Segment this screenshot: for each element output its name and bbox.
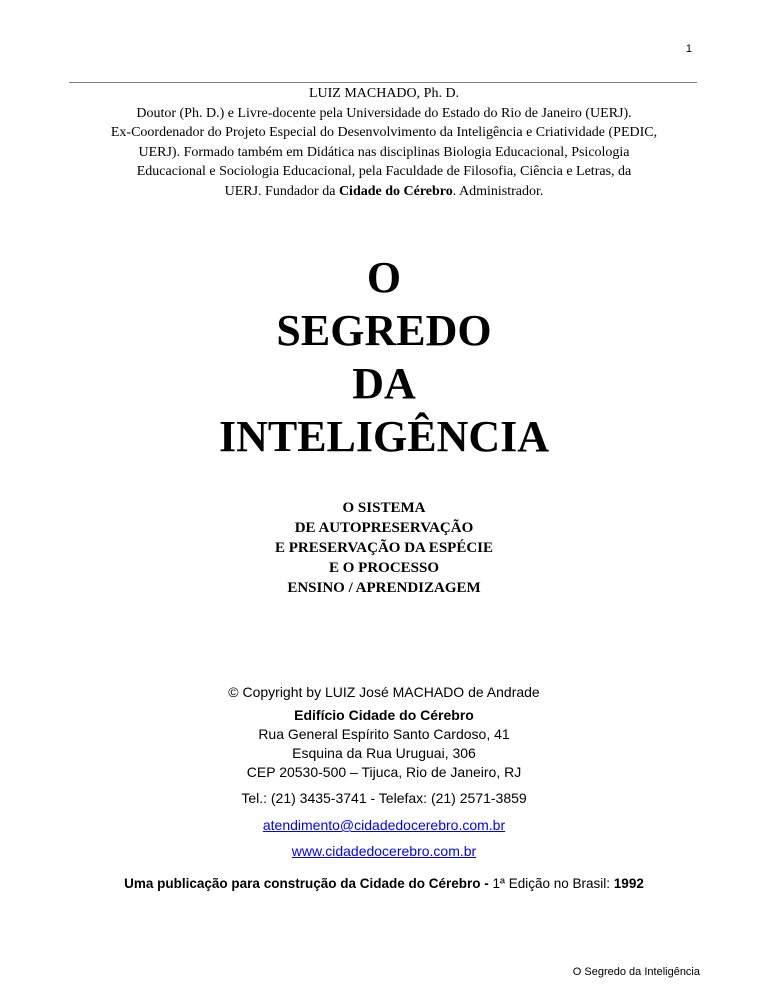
book-subtitle bbox=[0, 498, 768, 598]
copyright-notice: © Copyright by LUIZ José MACHADO de Andrade bbox=[228, 684, 540, 700]
author-credentials-line: Doutor (Ph. D.) e Livre-docente pela Universidade do Estado do Rio de Janeiro (UERJ). bbox=[136, 105, 632, 121]
author-credentials-line: Ex-Coordenador do Projeto Especial do Desenvolvimento da Inteligência e Criatividade (PEDIC, bbox=[110, 125, 658, 140]
author-credentials-line bbox=[60, 182, 708, 202]
author-info bbox=[60, 84, 708, 201]
edition-text: 1ª Edição no Brasil: bbox=[492, 876, 614, 891]
title-line: O bbox=[366, 253, 402, 302]
subtitle-line: E PRESERVAÇÃO DA ESPÉCIE bbox=[275, 540, 493, 556]
publication-bold-text: Uma publicação para construção da Cidade do Cérebro - bbox=[124, 876, 493, 891]
title-line: SEGREDO bbox=[276, 306, 492, 355]
address-block bbox=[0, 706, 768, 782]
edition-year: 1992 bbox=[613, 876, 644, 891]
author-founder-tail: . Administrador. bbox=[452, 183, 544, 199]
footer-title: O Segredo da Inteligência bbox=[572, 966, 700, 978]
building-name: Edifício Cidade do Cérebro bbox=[294, 707, 474, 723]
postal-code: CEP 20530-500 – Tijuca, Rio de Janeiro, RJ bbox=[246, 764, 522, 780]
website-link[interactable]: www.cidadedocerebro.com.br bbox=[291, 843, 477, 859]
title-line: INTELIGÊNCIA bbox=[218, 412, 550, 461]
author-credentials-line: UERJ). Formado também em Didática nas disciplinas Biologia Educacional, Psicologia bbox=[138, 144, 630, 160]
email-link[interactable]: atendimento@cidadedocerebro.com.br bbox=[262, 817, 506, 833]
author-name: LUIZ MACHADO, Ph. D. bbox=[308, 86, 460, 101]
title-line: DA bbox=[352, 359, 416, 408]
subtitle-line: O SISTEMA bbox=[342, 500, 426, 516]
phone-numbers: Tel.: (21) 3435-3741 - Telefax: (21) 2571-3859 bbox=[241, 790, 527, 806]
street-address: Rua General Espírito Santo Cardoso, 41 bbox=[258, 726, 510, 742]
subtitle-line: ENSINO / APRENDIZAGEM bbox=[287, 580, 481, 596]
publication-note bbox=[0, 876, 768, 891]
book-title bbox=[0, 251, 768, 463]
author-founder-org: Cidade do Cérebro bbox=[338, 183, 453, 199]
subtitle-line: E O PROCESSO bbox=[328, 560, 440, 576]
header-divider bbox=[69, 82, 697, 83]
author-founder-text: UERJ. Fundador da bbox=[224, 183, 339, 199]
author-credentials-line: Educacional e Sociologia Educacional, pela Faculdade de Filosofia, Ciência e Letras, da bbox=[136, 164, 632, 179]
contact-block bbox=[0, 682, 768, 861]
page-number: 1 bbox=[685, 43, 692, 55]
subtitle-line: DE AUTOPRESERVAÇÃO bbox=[294, 520, 474, 536]
street-corner: Esquina da Rua Uruguai, 306 bbox=[292, 745, 476, 761]
